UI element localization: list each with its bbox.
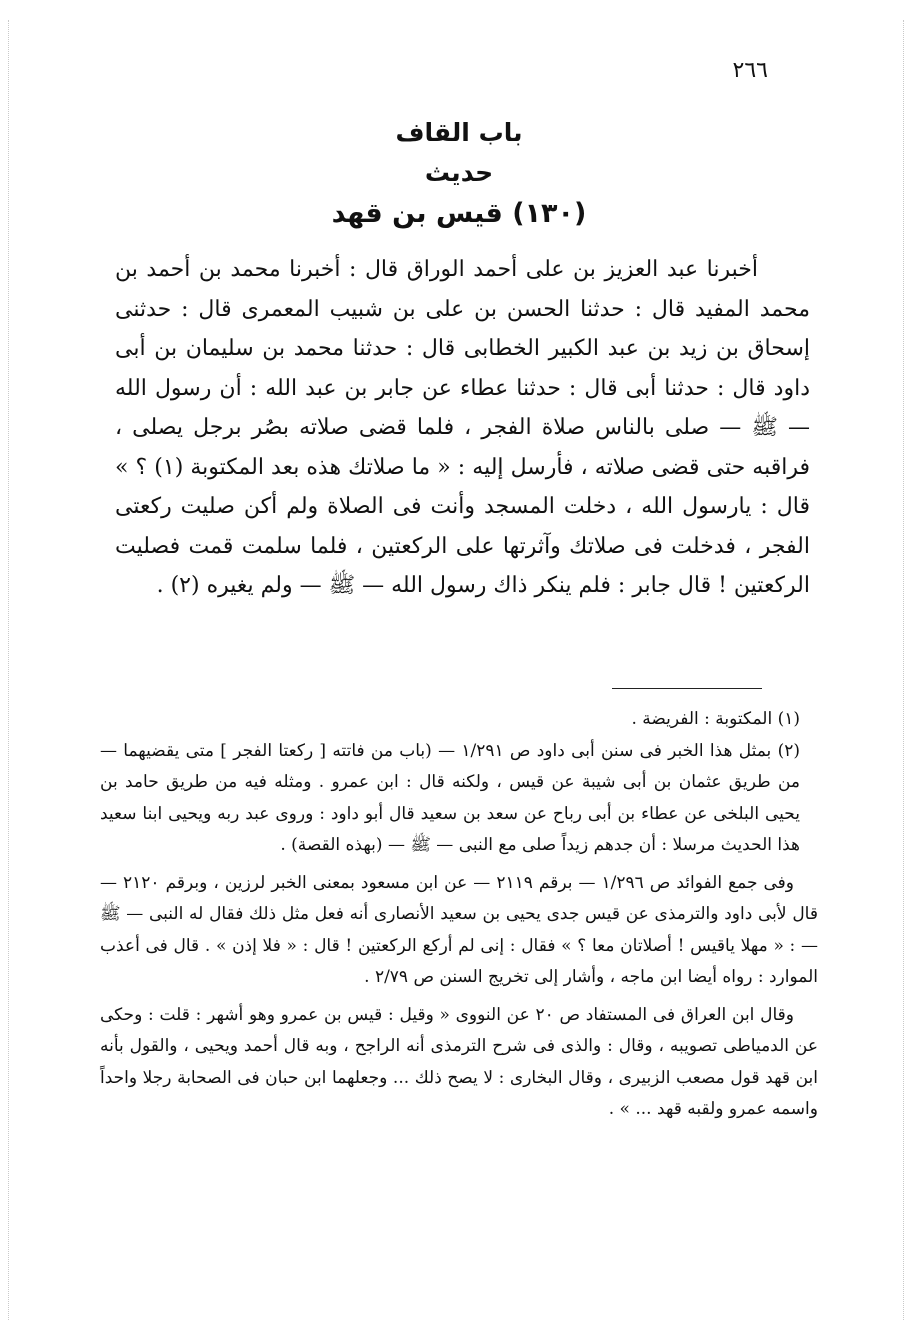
footnote-2: (٢) بمثل هذا الخبر فى سنن أبى داود ص ١/٢٩١ — (باب من فاتته [ ركعتا الفجر ] متى يقضيهما — من طريق عثمان بن أبى شيبة عن قيس ، ولكنه قال : ابن عمرو . ومثله فيه من طريق حامد بن يحيى البلخى عن عطاء بن أبى رباح عن سعد بن سعيد قال أبو داود : وروى عبد ربه ويحيى ابنا سعيد هذا الحديث مرسلا : أن جدهم زيداً صلى مع النبى — ﷺ — (بهذه القصة) . (100, 740, 800, 855)
hadith-text (115, 250, 810, 606)
footnote-2-continuation-2: وقال ابن العراق فى المستفاد ص ٢٠ عن النووى « وقيل : قيس بن عمرو وهو أشهر : قلت : وحكى عن الدمياطى تصويبه ، وقال : والذى فى شرح الترمذى أنه الراجح ، وبه قال أحمد ويحيى ، والقول بأنه ابن قهد قول مصعب الزبيرى ، وقال البخارى : لا يصح ذلك ... وجعلهما ابن حبان فى الصحابة رجلا واحداً واسمه عمرو ولقبه قهد ... » . (100, 1004, 818, 1119)
entry-heading: (١٣٠) قيس بن قهد (331, 198, 587, 229)
footnote-2-continuation-1: وفى جمع الفوائد ص ١/٢٩٦ — برقم ٢١١٩ — عن ابن مسعود بمعنى الخبر لرزين ، وبرقم ٢١٢٠ — قال لأبى داود والترمذى عن قيس جدى يحيى بن سعيد الأنصارى أنه فعل مثل ذلك فقال له النبى — ﷺ — : « مهلا ياقيس ! أصلاتان معا ؟ » فقال : إنى لم أركع الركعتين ! قال : « فلا إذن » . قال فى أعذب الموارد : رواه أيضا ابن ماجه ، وأشار إلى تخريج السنن ص ٢/٧٩ . (100, 872, 818, 987)
footnotes (100, 704, 818, 1126)
footnote-divider (612, 688, 762, 689)
chapter-title: باب القاف (395, 118, 523, 147)
page-number: ٢٦٦ (732, 58, 768, 83)
footnote-1: (١) المكتوبة : الفريضة . (631, 709, 800, 729)
section-label: حديث (424, 158, 494, 187)
hadith-paragraph: أخبرنا عبد العزيز بن على أحمد الوراق قال : أخبرنا محمد بن أحمد بن محمد المفيد قال : حدثنا الحسن بن على بن شبيب المعمرى قال : حدثنى إسحاق بن زيد بن عبد الكبير الخطابى قال : حدثنا محمد بن سليمان بن أبى داود قال : حدثنا أبى قال : حدثنا عطاء عن جابر بن عبد الله : أن رسول الله — ﷺ — صلى بالناس صلاة الفجر ، فلما قضى صلاته بصُر برجل يصلى ، فراقبه حتى قضى صلاته ، فأرسل إليه : « ما صلاتك هذه بعد المكتوبة (١) ؟ » قال : يارسول الله ، دخلت المسجد وأنت فى الصلاة ولم أكن صليت ركعتى الفجر ، فدخلت فى صلاتك وآثرتها على الركعتين ، فلما سلمت قمت فصليت الركعتين ! قال جابر : فلم ينكر ذاك رسول الله — ﷺ — ولم يغيره (٢) . (115, 257, 810, 598)
